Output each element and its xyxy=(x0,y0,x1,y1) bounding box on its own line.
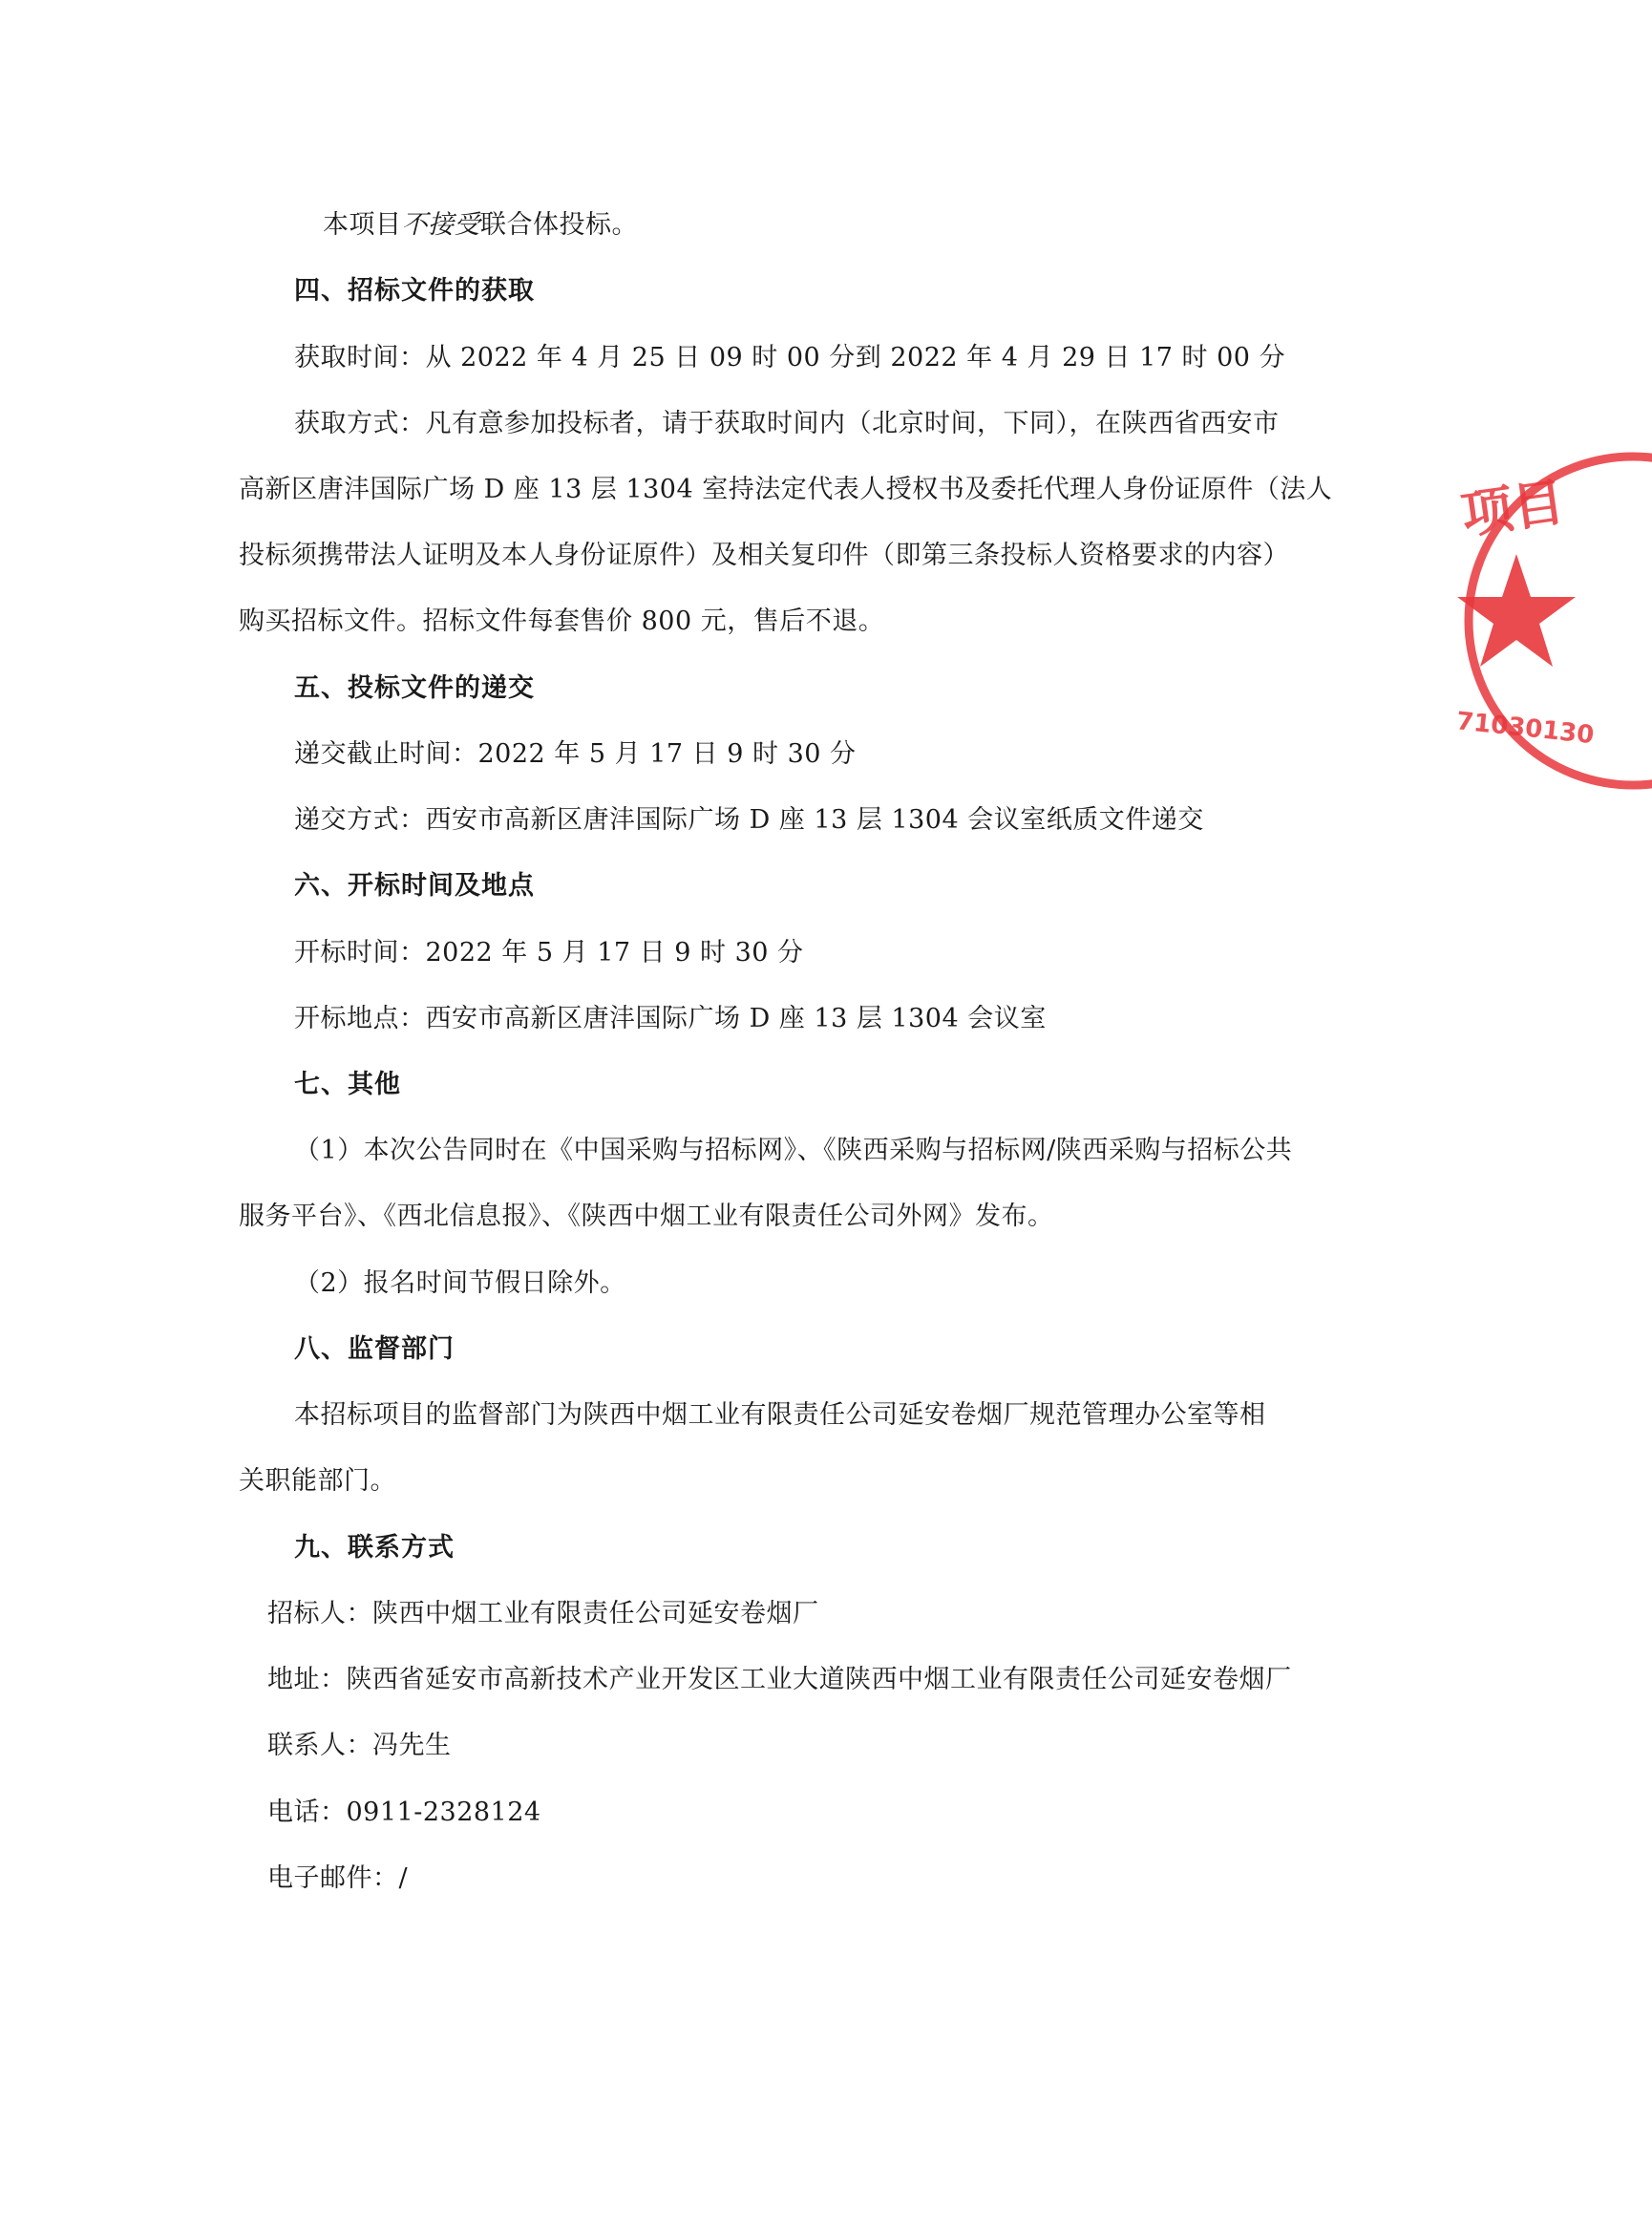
section-8-heading: 八、监督部门 xyxy=(294,1334,455,1364)
section-6-heading: 六、开标时间及地点 xyxy=(294,871,535,901)
section-8-body-line-1: 本招标项目的监督部门为陕西中烟工业有限责任公司延安卷烟厂规范管理办公室等相 xyxy=(294,1400,1266,1430)
section-7-item-1-line-1: （1）本次公告同时在《中国采购与招标网》、《陕西采购与招标网/陕西采购与招标公共 xyxy=(294,1136,1293,1165)
section-5-heading: 五、投标文件的递交 xyxy=(294,673,535,703)
section-7-item-2: （2）报名时间节假日除外。 xyxy=(294,1268,626,1298)
section-6-place: 开标地点：西安市高新区唐沣国际广场 D 座 13 层 1304 会议室 xyxy=(294,1004,1047,1033)
section-9-email: 电子邮件：/ xyxy=(267,1863,409,1893)
seal-bottom-number: 71030130 xyxy=(1454,707,1596,751)
section-9-heading: 九、联系方式 xyxy=(294,1533,455,1563)
section-5-method: 递交方式：西安市高新区唐沣国际广场 D 座 13 层 1304 会议室纸质文件递交 xyxy=(294,805,1204,835)
section-7-heading: 七、其他 xyxy=(294,1070,401,1099)
section-9-phone: 电话：0911-2328124 xyxy=(267,1798,541,1827)
section-6-time: 开标时间：2022 年 5 月 17 日 9 时 30 分 xyxy=(294,938,804,968)
section-5-deadline: 递交截止时间：2022 年 5 月 17 日 9 时 30 分 xyxy=(294,739,857,769)
section-9-contact: 联系人：冯先生 xyxy=(267,1731,452,1760)
intro-paragraph xyxy=(323,208,638,243)
section-4-heading: 四、招标文件的获取 xyxy=(294,276,535,306)
section-7-item-1-line-2: 服务平台》、《西北信息报》、《陕西中烟工业有限责任公司外网》发布。 xyxy=(239,1202,1054,1231)
intro-text-post: 联合体投标。 xyxy=(480,210,638,240)
section-4-method-line-4: 购买招标文件。招标文件每套售价 800 元，售后不退。 xyxy=(239,606,885,636)
section-4-method-line-1: 获取方式：凡有意参加投标者，请于获取时间内（北京时间，下同），在陕西省西安市 xyxy=(294,409,1280,438)
section-9-address: 地址：陕西省延安市高新技术产业开发区工业大道陕西中烟工业有限责任公司延安卷烟厂 xyxy=(267,1665,1292,1694)
intro-text-italic: 不接受 xyxy=(401,210,480,240)
seal-icon xyxy=(1454,449,1652,793)
section-8-body-line-2: 关职能部门。 xyxy=(239,1466,396,1496)
intro-text-pre: 本项目 xyxy=(323,210,402,240)
official-seal-stamp xyxy=(1454,449,1652,793)
section-4-method-line-2: 高新区唐沣国际广场 D 座 13 层 1304 室持法定代表人授权书及委托代理人身份证原件（法人 xyxy=(239,475,1333,504)
seal-top-text: 项目 xyxy=(1457,470,1569,546)
section-4-method-line-3: 投标须携带法人证明及本人身份证原件）及相关复印件（即第三条投标人资格要求的内容） xyxy=(239,541,1289,570)
section-9-tenderer: 招标人：陕西中烟工业有限责任公司延安卷烟厂 xyxy=(267,1599,819,1628)
section-4-time: 获取时间：从 2022 年 4 月 25 日 09 时 00 分到 2022 年 4 月 29 日 17 时 00 分 xyxy=(294,343,1286,372)
